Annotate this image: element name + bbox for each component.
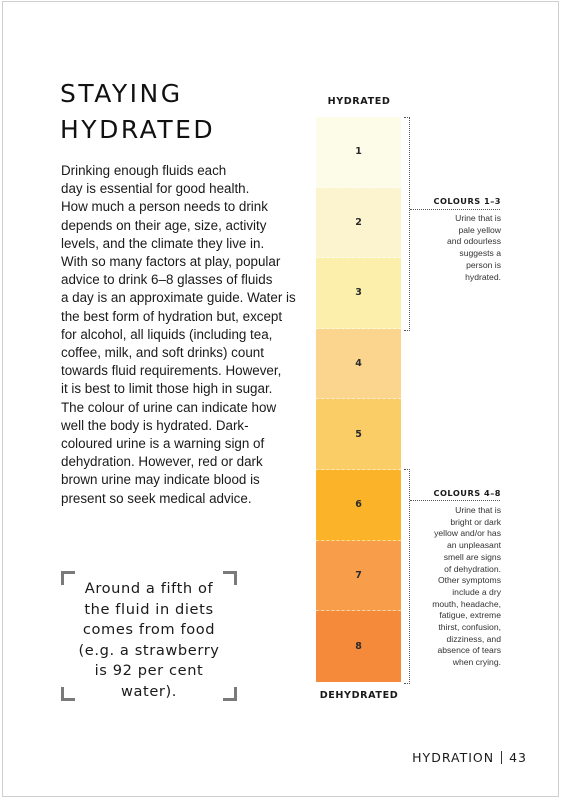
note-line: mouth, headache, [432, 598, 501, 609]
page-footer [412, 750, 527, 765]
bracket-colours-1-3 [404, 117, 410, 331]
note-line: suggests a [459, 248, 501, 259]
note-line: absence of tears [437, 645, 501, 656]
colour-swatch-5: 5 [316, 399, 401, 470]
body-line: depends on their age, size, activity [61, 217, 267, 233]
note-line: an unpleasant [447, 540, 501, 551]
scale-label-dehydrated: DEHYDRATED [319, 690, 399, 701]
note-line: when crying. [452, 657, 501, 668]
body-line: for alcohol, all liquids (including tea, [61, 326, 273, 342]
colour-swatch-2: 2 [316, 188, 401, 259]
body-line: The colour of urine can indicate how [61, 399, 277, 415]
note-line: person is [466, 259, 501, 270]
quote-line: is 92 per cent [94, 662, 204, 679]
note-line: thirst, confusion, [438, 622, 501, 633]
title-line-2: HYDRATED [60, 115, 216, 144]
pull-quote-box [61, 571, 237, 701]
note-line: Urine that is [455, 505, 501, 515]
note-line: Urine that is [455, 213, 501, 223]
colour-swatch-6: 6 [316, 470, 401, 541]
body-line: day is essential for good health. [61, 181, 250, 197]
note-line: fatigue, extreme [439, 610, 501, 621]
quote-line: comes from food [82, 621, 216, 638]
body-line: well the body is hydrated. Dark- [61, 417, 249, 433]
note-line: of dehydration. [444, 563, 501, 574]
body-paragraph [61, 162, 307, 508]
colour-swatch-3: 3 [316, 258, 401, 329]
body-line: advice to drink 6–8 glasses of fluids [61, 272, 273, 288]
quote-line: (e.g. a strawberry [78, 641, 220, 659]
colour-swatch-7: 7 [316, 541, 401, 612]
note-line: Other symptoms [437, 575, 501, 586]
note-line: hydrated. [465, 271, 501, 282]
body-line: Drinking enough fluids each [61, 163, 227, 178]
note-line: pale yellow [458, 224, 501, 235]
note-body [418, 213, 501, 283]
body-line: dehydration. However, red or dark [61, 454, 263, 470]
note-colours-4-8 [418, 488, 501, 669]
note-line: dizziness, and [446, 633, 501, 644]
colour-swatch-1: 1 [316, 117, 401, 188]
body-line: brown urine may indicate blood is [61, 472, 260, 488]
body-line: towards fluid requirements. However, [61, 363, 282, 379]
footer-divider [501, 751, 502, 764]
body-line: a day is an approximate guide. Water is [61, 290, 296, 306]
quote-line: the fluid in diets [84, 600, 214, 618]
note-body [418, 505, 501, 669]
footer-section-title: HYDRATION [412, 750, 495, 765]
colour-swatch-8: 8 [316, 611, 401, 682]
body-line: coloured urine is a warning sign of [61, 436, 265, 452]
note-colours-1-3 [418, 196, 501, 283]
note-heading: COLOURS 4–8 [433, 488, 501, 498]
note-heading: COLOURS 1–3 [433, 196, 501, 206]
body-line: levels, and the climate they live in. [61, 235, 265, 251]
body-line: How much a person needs to drink [61, 199, 268, 215]
page-title [60, 76, 215, 148]
note-line: yellow and/or has [434, 528, 501, 539]
title-line-1: STAYING [60, 79, 183, 108]
pull-quote-text [69, 579, 229, 702]
note-line: bright or dark [450, 516, 501, 527]
note-line: smell are signs [443, 551, 501, 562]
colour-swatch-4: 4 [316, 329, 401, 400]
bracket-colours-4-8 [404, 469, 410, 684]
scale-label-hydrated: HYDRATED [327, 96, 391, 107]
page-number: 43 [509, 750, 527, 765]
quote-line: water). [120, 682, 178, 700]
body-line: present so seek medical advice. [61, 490, 252, 506]
note-line: and odourless [447, 236, 501, 247]
body-line: With so many factors at play, popular [61, 254, 281, 270]
body-line: the best form of hydration but, except [61, 308, 283, 324]
body-line: coffee, milk, and soft drinks) count [61, 345, 264, 361]
body-line: it is best to limit those high in sugar. [61, 381, 273, 397]
quote-line: Around a fifth of [84, 580, 214, 597]
urine-colour-scale [316, 117, 401, 682]
note-line: include a dry [452, 586, 501, 597]
